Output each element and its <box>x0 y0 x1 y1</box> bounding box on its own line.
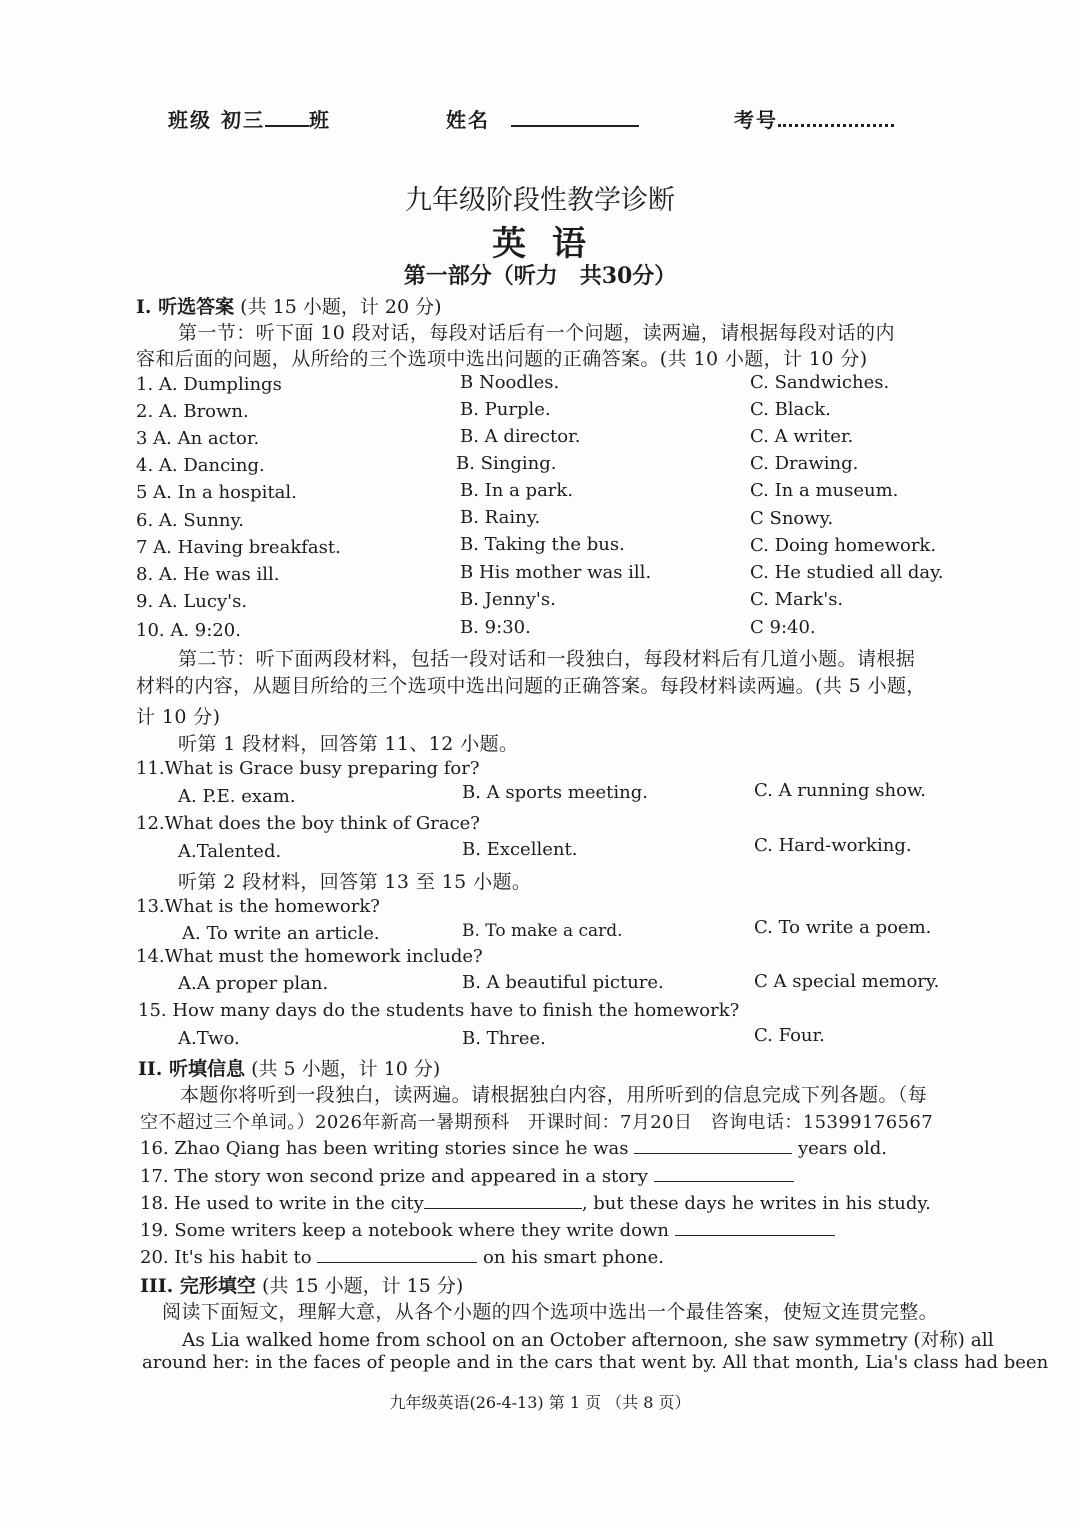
section1-heading-label: I. 听选答案 <box>136 296 235 318</box>
option-a: 6. A. Sunny. <box>136 510 244 531</box>
q20-text-after: on his smart phone. <box>483 1247 664 1268</box>
option-b: B. Purple. <box>460 399 551 420</box>
material1-note: 听第 1 段材料，回答第 11、12 小题。 <box>178 733 519 755</box>
q12-option-b: B. Excellent. <box>462 839 578 860</box>
section3-instruction: 阅读下面短文，理解大意，从各个小题的四个选项中选出一个最佳答案，使短文连贯完整。 <box>162 1301 939 1323</box>
q15-option-c: C. Four. <box>754 1025 825 1046</box>
section1-heading <box>136 292 442 319</box>
option-a: 9. A. Lucy's. <box>136 591 248 612</box>
q12-option-a: A.Talented. <box>178 841 282 862</box>
option-a: 10. A. 9:20. <box>136 620 241 641</box>
q18-blank[interactable] <box>424 1192 582 1209</box>
option-c: C. Doing homework. <box>750 535 937 556</box>
q18-text: 18. He used to write in the city <box>140 1193 424 1214</box>
question-20 <box>140 1246 664 1268</box>
option-a: 5 A. In a hospital. <box>136 482 297 503</box>
q16-text-after: years old. <box>797 1138 887 1159</box>
section1-instruction-line2: 容和后面的问题，从所给的三个选项中选出问题的正确答案。(共 10 小题，计 10 分) <box>136 348 868 370</box>
option-b: B. In a park. <box>460 480 574 501</box>
section1-part2-line2: 材料的内容，从题目所给的三个选项中选出问题的正确答案。每段材料读两遍。(共 5 小题， <box>136 675 926 697</box>
question-11: 11.What is Grace busy preparing for? <box>136 758 480 779</box>
q15-option-a: A.Two. <box>178 1028 240 1049</box>
question-14: 14.What must the homework include? <box>136 946 483 967</box>
option-b: B. Taking the bus. <box>460 534 625 555</box>
question-19 <box>140 1219 835 1241</box>
class-label: 班级 初三 <box>168 108 265 132</box>
name-field <box>446 104 639 133</box>
section1-heading-note: (共 15 小题，计 20 分) <box>240 296 442 318</box>
part-title: 第一部分（听力 共30分） <box>403 263 677 289</box>
option-b: B. 9:30. <box>460 617 531 638</box>
option-b: B. Singing. <box>456 453 557 474</box>
q18-text-after: , but these days he writes in his study. <box>581 1193 931 1214</box>
q11-option-a: A. P.E. exam. <box>178 786 296 807</box>
q14-option-a: A.A proper plan. <box>178 973 329 994</box>
q13-option-c: C. To write a poem. <box>754 917 932 938</box>
q20-blank[interactable] <box>317 1246 477 1263</box>
number-label: 考号 <box>734 108 778 132</box>
section2-instruction-line1: 本题你将听到一段独白，读两遍。请根据独白内容，用所听到的信息完成下列各题。（每 <box>180 1084 928 1106</box>
class-field <box>168 104 331 133</box>
q13-option-a: A. To write an article. <box>182 923 380 944</box>
q14-option-c: C A special memory. <box>754 971 940 992</box>
question-15: 15. How many days do the students have to finish the homework? <box>138 1000 740 1021</box>
q19-blank[interactable] <box>675 1219 835 1236</box>
q12-option-c: C. Hard-working. <box>754 835 912 856</box>
option-b: B. Rainy. <box>460 507 541 528</box>
exam-number-field <box>734 104 894 133</box>
q19-text: 19. Some writers keep a notebook where they write down <box>140 1220 669 1241</box>
subject-title: 英语 <box>492 224 612 264</box>
option-c: C. Sandwiches. <box>750 372 890 393</box>
section2-heading-note: (共 5 小题，计 10 分) <box>251 1058 441 1080</box>
option-c: C Snowy. <box>750 508 834 529</box>
option-c: C. In a museum. <box>750 480 899 501</box>
option-c: C. Black. <box>750 399 831 420</box>
class-suffix: 班 <box>308 108 331 132</box>
q11-option-b: B. A sports meeting. <box>462 782 648 803</box>
section1-part2-line1: 第二节：听下面两段材料，包括一段对话和一段独白，每段材料后有几道小题。请根据 <box>178 648 916 670</box>
page-footer: 九年级英语(26-4-13) 第 1 页 （共 8 页） <box>389 1393 691 1412</box>
question-17 <box>140 1165 794 1187</box>
q16-blank[interactable] <box>634 1137 792 1154</box>
exam-title: 九年级阶段性教学诊断 <box>405 185 675 216</box>
section2-heading-label: II. 听填信息 <box>138 1058 246 1080</box>
option-a: 1. A. Dumplings <box>136 374 282 395</box>
q13-option-b: B. To make a card. <box>462 921 623 941</box>
section3-heading-label: III. 完形填空 <box>140 1275 256 1297</box>
class-blank[interactable] <box>265 107 309 127</box>
option-a: 3 A. An actor. <box>136 428 260 449</box>
q20-text: 20. It's his habit to <box>140 1247 312 1268</box>
option-c: C. Drawing. <box>750 453 859 474</box>
section3-heading-note: (共 15 小题，计 15 分) <box>261 1275 464 1297</box>
q16-text: 16. Zhao Qiang has been writing stories since he was <box>140 1138 629 1159</box>
section2-instruction-line2: 空不超过三个单词。）2026年新高一暑期预科 开课时间：7月20日 咨询电话：15399176567 <box>140 1112 934 1133</box>
option-c: C. A writer. <box>750 426 854 447</box>
question-16 <box>140 1137 887 1159</box>
q17-text: 17. The story won second prize and appeared in a story <box>140 1166 648 1187</box>
q17-blank[interactable] <box>654 1165 794 1182</box>
q11-option-c: C. A running show. <box>754 780 926 801</box>
q15-option-b: B. Three. <box>462 1028 546 1049</box>
option-a: 2. A. Brown. <box>136 401 249 422</box>
option-a: 8. A. He was ill. <box>136 564 280 585</box>
material2-note: 听第 2 段材料，回答第 13 至 15 小题。 <box>178 871 532 893</box>
name-blank[interactable] <box>511 107 639 127</box>
option-b: B His mother was ill. <box>460 562 652 583</box>
section2-heading <box>138 1054 440 1081</box>
section1-part2-line3: 计 10 分) <box>136 706 221 728</box>
name-label: 姓名 <box>446 108 490 132</box>
option-a: 4. A. Dancing. <box>136 455 265 476</box>
number-blank[interactable] <box>778 106 894 127</box>
section3-heading <box>140 1271 463 1298</box>
passage-line2: around her: in the faces of people and in the cars that went by. All that month, Lia's class had been <box>142 1352 1049 1373</box>
q14-option-b: B. A beautiful picture. <box>462 972 664 993</box>
passage-line1: As Lia walked home from school on an October afternoon, she saw symmetry (对称) all <box>182 1330 994 1351</box>
option-a: 7 A. Having breakfast. <box>136 537 341 558</box>
question-18 <box>140 1192 931 1214</box>
option-c: C. Mark's. <box>750 589 844 610</box>
option-b: B Noodles. <box>460 372 560 393</box>
question-13: 13.What is the homework? <box>136 896 380 917</box>
option-c: C. He studied all day. <box>750 562 944 583</box>
option-b: B. Jenny's. <box>460 589 556 610</box>
question-12: 12.What does the boy think of Grace? <box>136 813 480 834</box>
section1-instruction-line1: 第一节：听下面 10 段对话，每段对话后有一个问题，读两遍，请根据每段对话的内 <box>178 322 895 344</box>
option-b: B. A director. <box>460 426 581 447</box>
option-c: C 9:40. <box>750 617 816 638</box>
